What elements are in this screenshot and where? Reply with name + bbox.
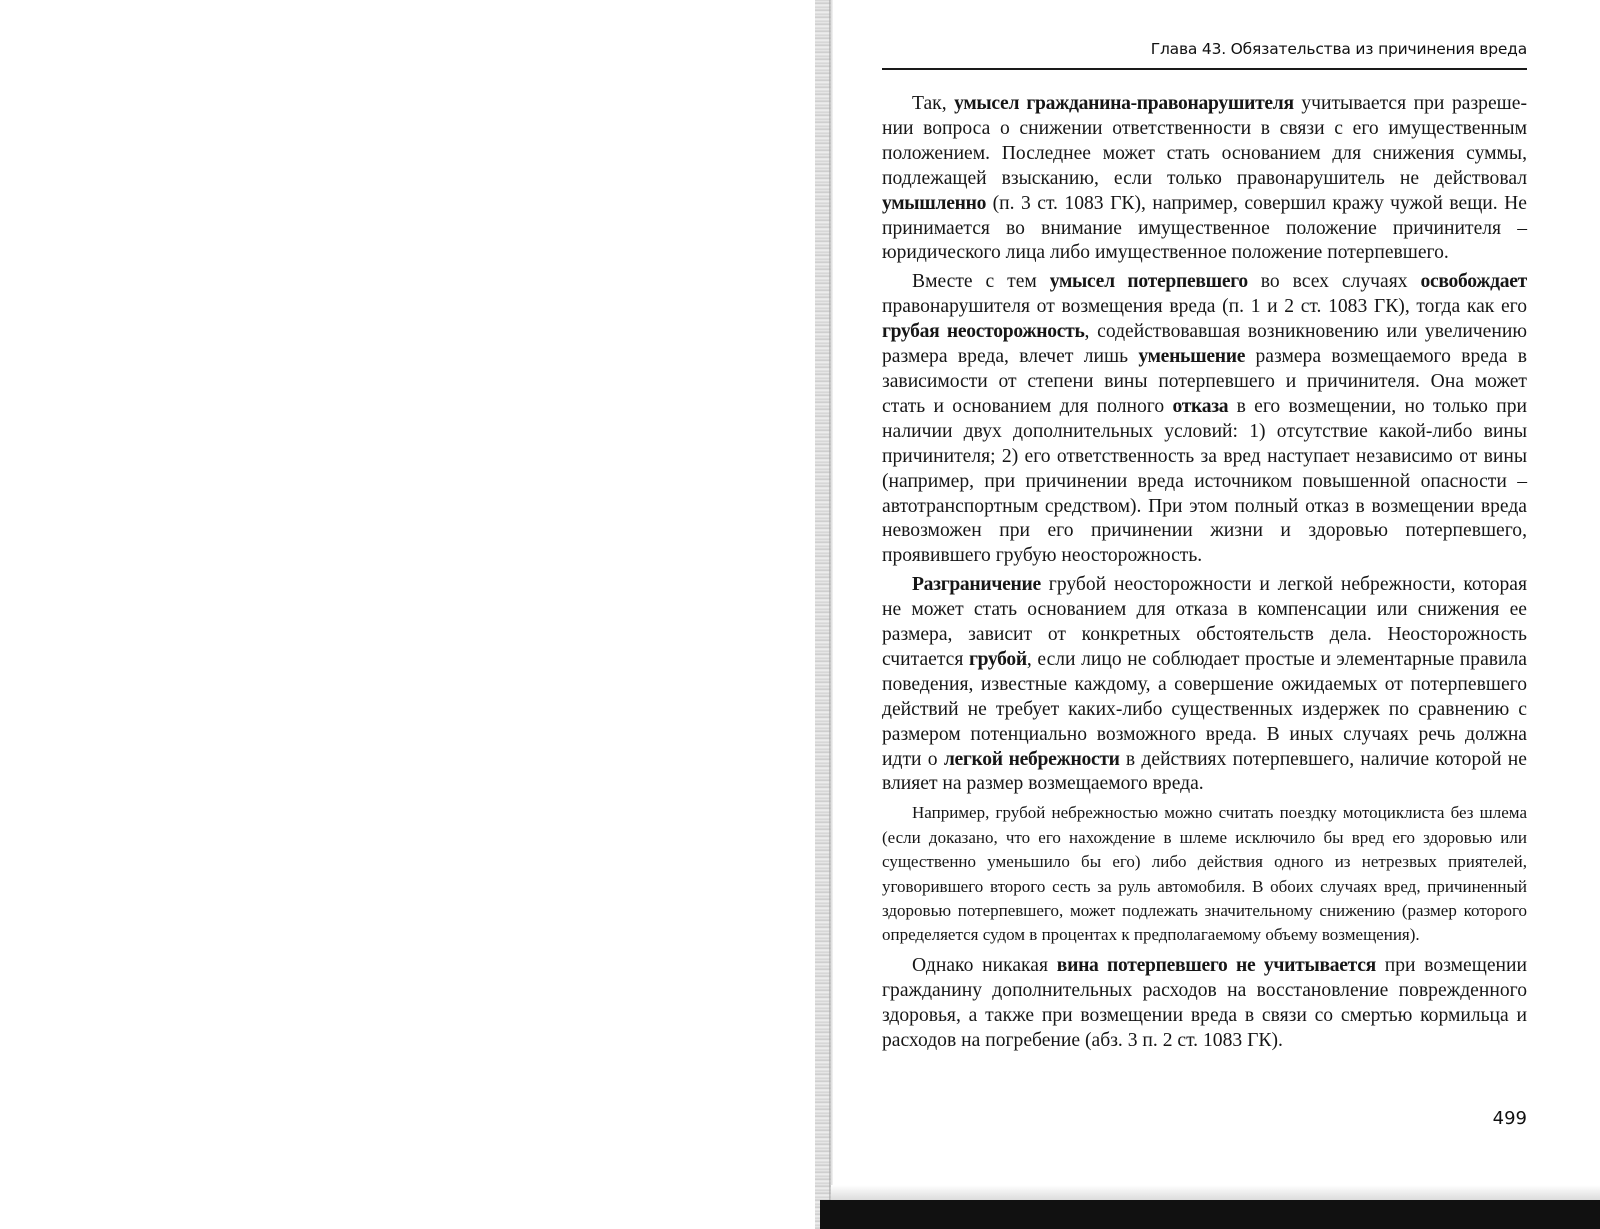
bold-term: Разграничение: [912, 574, 1041, 596]
text-run: правонарушителя от возмещения вреда (п. 1 и 2 ст. 1083 ГК), тогда как его: [882, 296, 1527, 318]
text-run: грубой неосторожности и легкой небрежности, которая не может стать основанием для отказа в компенсации или снижения ее размера, зависит от конкретных обстоятельств дела. Неосторожность считается: [882, 574, 1527, 670]
body-text: [882, 92, 1527, 1057]
page-number: 499: [1492, 1108, 1527, 1129]
text-run: Вместе с тем: [912, 271, 1050, 293]
example-paragraph: [882, 801, 1527, 947]
bold-term: умысел гражданина-правонарушителя: [954, 93, 1294, 114]
text-run: во всех случаях: [1247, 271, 1421, 293]
book-spine-edge: [829, 0, 833, 1229]
text-run: Так,: [912, 93, 955, 114]
scan-bottom-edge: [820, 1200, 1600, 1229]
running-header: Глава 43. Обязательства из причинения вреда: [1150, 40, 1527, 58]
text-run: Например, грубой небрежностью можно считать поездку мотоциклиста без шлема (если доказано, что его нахождение в шлеме исключило бы вред его здоровью или существенно уменьшило бы его) либо действия одного из нетрезвых приятелей, уговорившего второго сесть за руль автомобиля. В обоих случаях вред, причиненный здоровью потерпевшего, может подлежать значительному снижению (размер которого определяется судом в процентах к предполагаемому объему возмещения).: [882, 803, 1527, 945]
scan-bottom-shadow: [831, 1185, 1600, 1200]
bold-term: грубая неосторожность: [882, 321, 1085, 343]
text-run: размера возмещаемого вреда в зависимости от степени вины потерпевшего и причинителя. Она может стать и основанием для полного: [882, 346, 1527, 417]
bold-term: грубой: [968, 648, 1027, 670]
paragraph: [882, 954, 1527, 1054]
bold-term: освобождает: [1420, 271, 1527, 293]
paragraph: [882, 92, 1527, 266]
text-run: , если лицо не соблюдает простые и элементарные правила поведения, известные каждому, а совершение ожидаемых от потерпевшего действий не требует каких-либо существенных издержек по сравнению с размером потенциально возможного вреда. В иных случаях речь должна идти о: [882, 648, 1527, 770]
text-run: в его возмещении, но только при наличии двух дополнительных условий: 1) отсутствие какой-либо вины причинителя; 2) его ответственность за вред наступает независимо от вины (например, при причинении вреда источником повышенной опасности – автотранспортным средством). При этом полный отказ в возмещении вреда невозможен при его причинении жизни и здоровью потерпевшего, проявившего грубую неосторожность.: [882, 395, 1527, 567]
text-run: Однако никакая: [912, 954, 1057, 976]
text-run: в действиях потерпевшего, наличие которой не влияет на размер возмещаемого вреда.: [882, 748, 1527, 795]
text-run: учитывается при разрешении вопроса о снижении ответственности в связи с его имущественным положением. Последнее может стать основанием для снижения суммы, подлежащей взысканию, если только правонарушитель не действовал: [882, 93, 1527, 189]
bold-term: умышленно: [882, 192, 987, 214]
bold-term: отказа: [1172, 395, 1229, 417]
bold-term: умысел потерпевшего: [1049, 271, 1248, 293]
header-rule: [882, 68, 1527, 70]
paragraph: [882, 270, 1527, 569]
text-run: (п. 3 ст. 1083 ГК), например, совершил кражу чужой вещи. Не принимается во внимание имущественное положение причинителя – юридического лица либо имущественное положение потерпевшего.: [882, 192, 1527, 264]
text-run: при возмещении гражданину дополнительных расходов на восстановление поврежденного здоровья, а также при возмещении вреда в связи со смертью кормильца и расходов на погребение (абз. 3 п. 2 ст. 1083 ГК).: [882, 954, 1527, 1051]
bold-term: вина потерпевшего не учитывается: [1056, 954, 1376, 976]
text-run: , содействовавшая возникновению или увеличению размера вреда, влечет лишь: [882, 321, 1527, 368]
bold-term: легкой небрежности: [943, 748, 1120, 770]
paragraph: [882, 573, 1527, 797]
bold-term: уменьшение: [1138, 346, 1246, 368]
